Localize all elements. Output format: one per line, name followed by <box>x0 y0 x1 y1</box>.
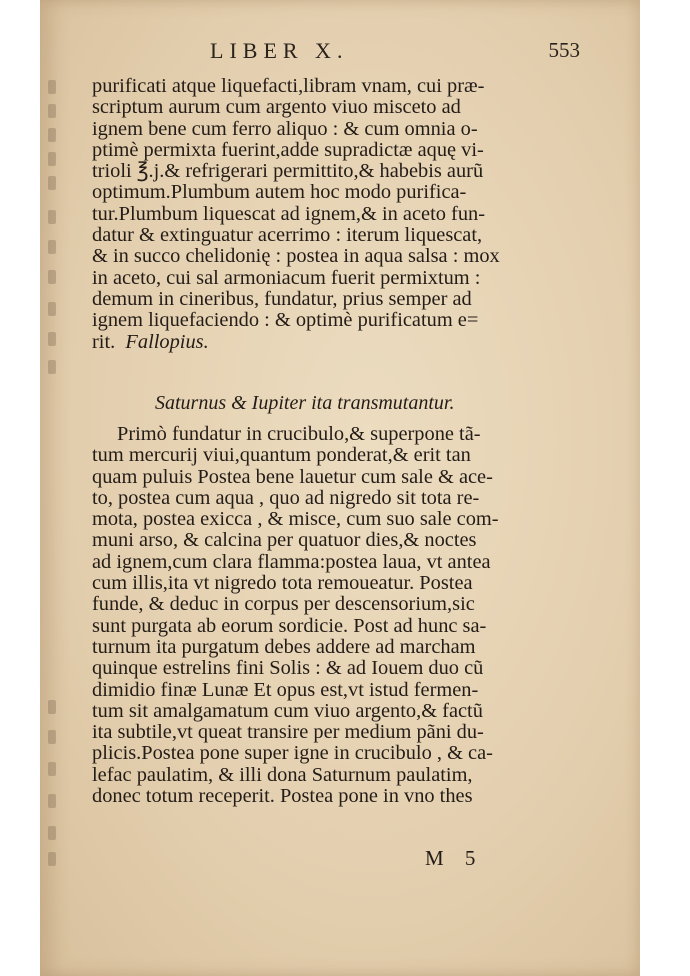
text-line: dimidio finæ Lunæ Et opus est,vt istud fermen- <box>92 678 479 701</box>
text-line: & in succo chelidonię : postea in aqua salsa : mox <box>92 245 500 268</box>
text-line: quam puluis Postea bene lauetur cum sale & ace- <box>92 465 493 488</box>
text-line: plicis.Postea pone super igne in crucibulo , & ca- <box>92 742 493 765</box>
text-line: scriptum aurum cum argento viuo misceto ad <box>92 96 461 119</box>
text-line: optimum.Plumbum autem hoc modo purifica- <box>92 181 467 204</box>
text-line: tur.Plumbum liquescat ad ignem,& in aceto fun- <box>92 202 486 225</box>
author-attribution: Fallopius. <box>125 330 209 353</box>
text-line: muni arso, & calcina per quatuor dies,& noctes <box>92 529 477 552</box>
text-line: ignem bene cum ferro aliquo : & cum omnia o- <box>92 117 478 140</box>
text-fragment: rit. <box>92 330 116 353</box>
text-line: funde, & deduc in corpus per descensorium,sic <box>92 593 475 616</box>
show-through-marks <box>44 70 64 870</box>
text-line: quinque estrelins fini Solis : & ad Iouem duo cũ <box>92 657 484 680</box>
text-line: cum illis,ita vt nigredo tota remoueatur. Postea <box>92 572 473 595</box>
paragraph-2 <box>92 424 542 807</box>
text-line: in aceto, cui sal armoniacum fuerit permixtum : <box>92 266 481 289</box>
text-line: lefac paulatim, & illi dona Saturnum paulatim, <box>92 763 473 786</box>
text-line: tum sit amalgamatum cum viuo argento,& factũ <box>92 699 483 722</box>
page-number: 553 <box>548 38 580 62</box>
text-line-last <box>92 332 542 353</box>
text-line: purificati atque liquefacti,libram vnam, cui præ- <box>92 75 485 97</box>
text-line: datur & extinguatur acerrimo : iterum liquescat, <box>92 224 483 247</box>
text-line: Primò fundatur in crucibulo,& superpone tã- <box>117 423 481 445</box>
text-line: sunt purgata ab eorum sordicie. Post ad hunc sa- <box>92 614 487 637</box>
paragraph-1 <box>92 76 542 353</box>
text-line: ad ignem,cum clara flamma:postea laua, vt antea <box>92 550 491 573</box>
text-line: ita subtile,vt queat transire per medium pãni du- <box>92 721 484 744</box>
page-header <box>170 38 590 68</box>
text-line: ignem liquefaciendo : & optimè purificatum e= <box>92 309 479 332</box>
running-title: LIBER X. <box>210 38 349 63</box>
section-heading: Saturnus & Iupiter ita transmutantur. <box>155 392 455 414</box>
text-line: mota, postea exicca , & misce, cum suo sale com- <box>92 508 499 531</box>
signature-mark: M 5 <box>425 846 484 870</box>
text-line: trioli ℥.j.& refrigerari permittito,& habebis aurũ <box>92 160 484 183</box>
text-line: demum in cineribus, fundatur, prius semper ad <box>92 287 472 310</box>
text-line: donec totum receperit. Postea pone in vno thes <box>92 785 473 808</box>
text-line: ptimè permixta fuerint,adde supradictæ aquę vi- <box>92 138 484 161</box>
text-line: tum mercurij viui,quantum ponderat,& erit tan <box>92 444 471 467</box>
text-line: to, postea cum aqua , quo ad nigredo sit tota re- <box>92 486 480 509</box>
text-line: turnum ita purgatum debes addere ad marcham <box>92 635 476 658</box>
